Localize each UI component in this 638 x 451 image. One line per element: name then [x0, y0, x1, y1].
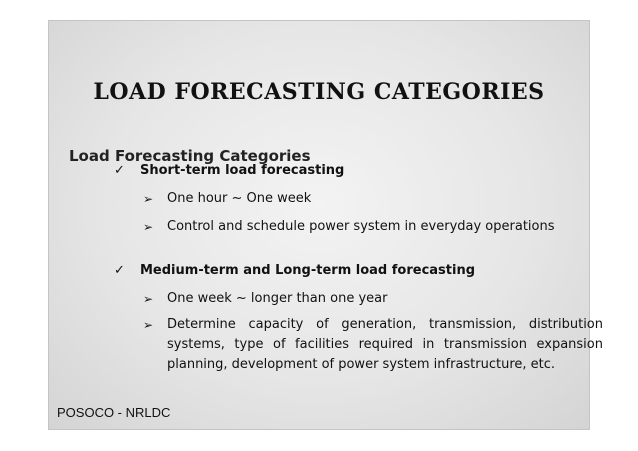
category-label: Medium-term and Long-term load forecasting: [140, 263, 476, 278]
category-item-medium-long-term: [114, 261, 475, 281]
category-label: Short-term load forecasting: [140, 163, 345, 178]
point-item: [143, 189, 603, 209]
section-heading: Load Forecasting Categories: [69, 147, 311, 165]
arrow-bullet-icon: ➢: [143, 292, 154, 306]
footer-label: POSOCO - NRLDC: [57, 405, 171, 420]
checkmark-icon: ✓: [114, 163, 125, 178]
point-text: One hour ~ One week: [167, 191, 312, 206]
checkmark-icon: ✓: [114, 263, 125, 278]
point-item: [143, 315, 603, 375]
category-item-short-term: [114, 161, 344, 181]
point-text: One week ~ longer than one year: [167, 291, 388, 306]
point-item: [143, 289, 603, 309]
arrow-bullet-icon: ➢: [143, 192, 154, 206]
arrow-bullet-icon: ➢: [143, 318, 154, 332]
slide: [48, 20, 603, 430]
point-text: Determine capacity of generation, transmission, distribution systems, type of facilities required in transmission expansion planning, development of power system infrastructure, etc.: [167, 317, 603, 372]
point-item: [143, 217, 603, 237]
arrow-bullet-icon: ➢: [143, 220, 154, 234]
point-text: Control and schedule power system in everyday operations: [167, 219, 555, 234]
slide-title: LOAD FORECASTING CATEGORIES: [93, 79, 545, 105]
